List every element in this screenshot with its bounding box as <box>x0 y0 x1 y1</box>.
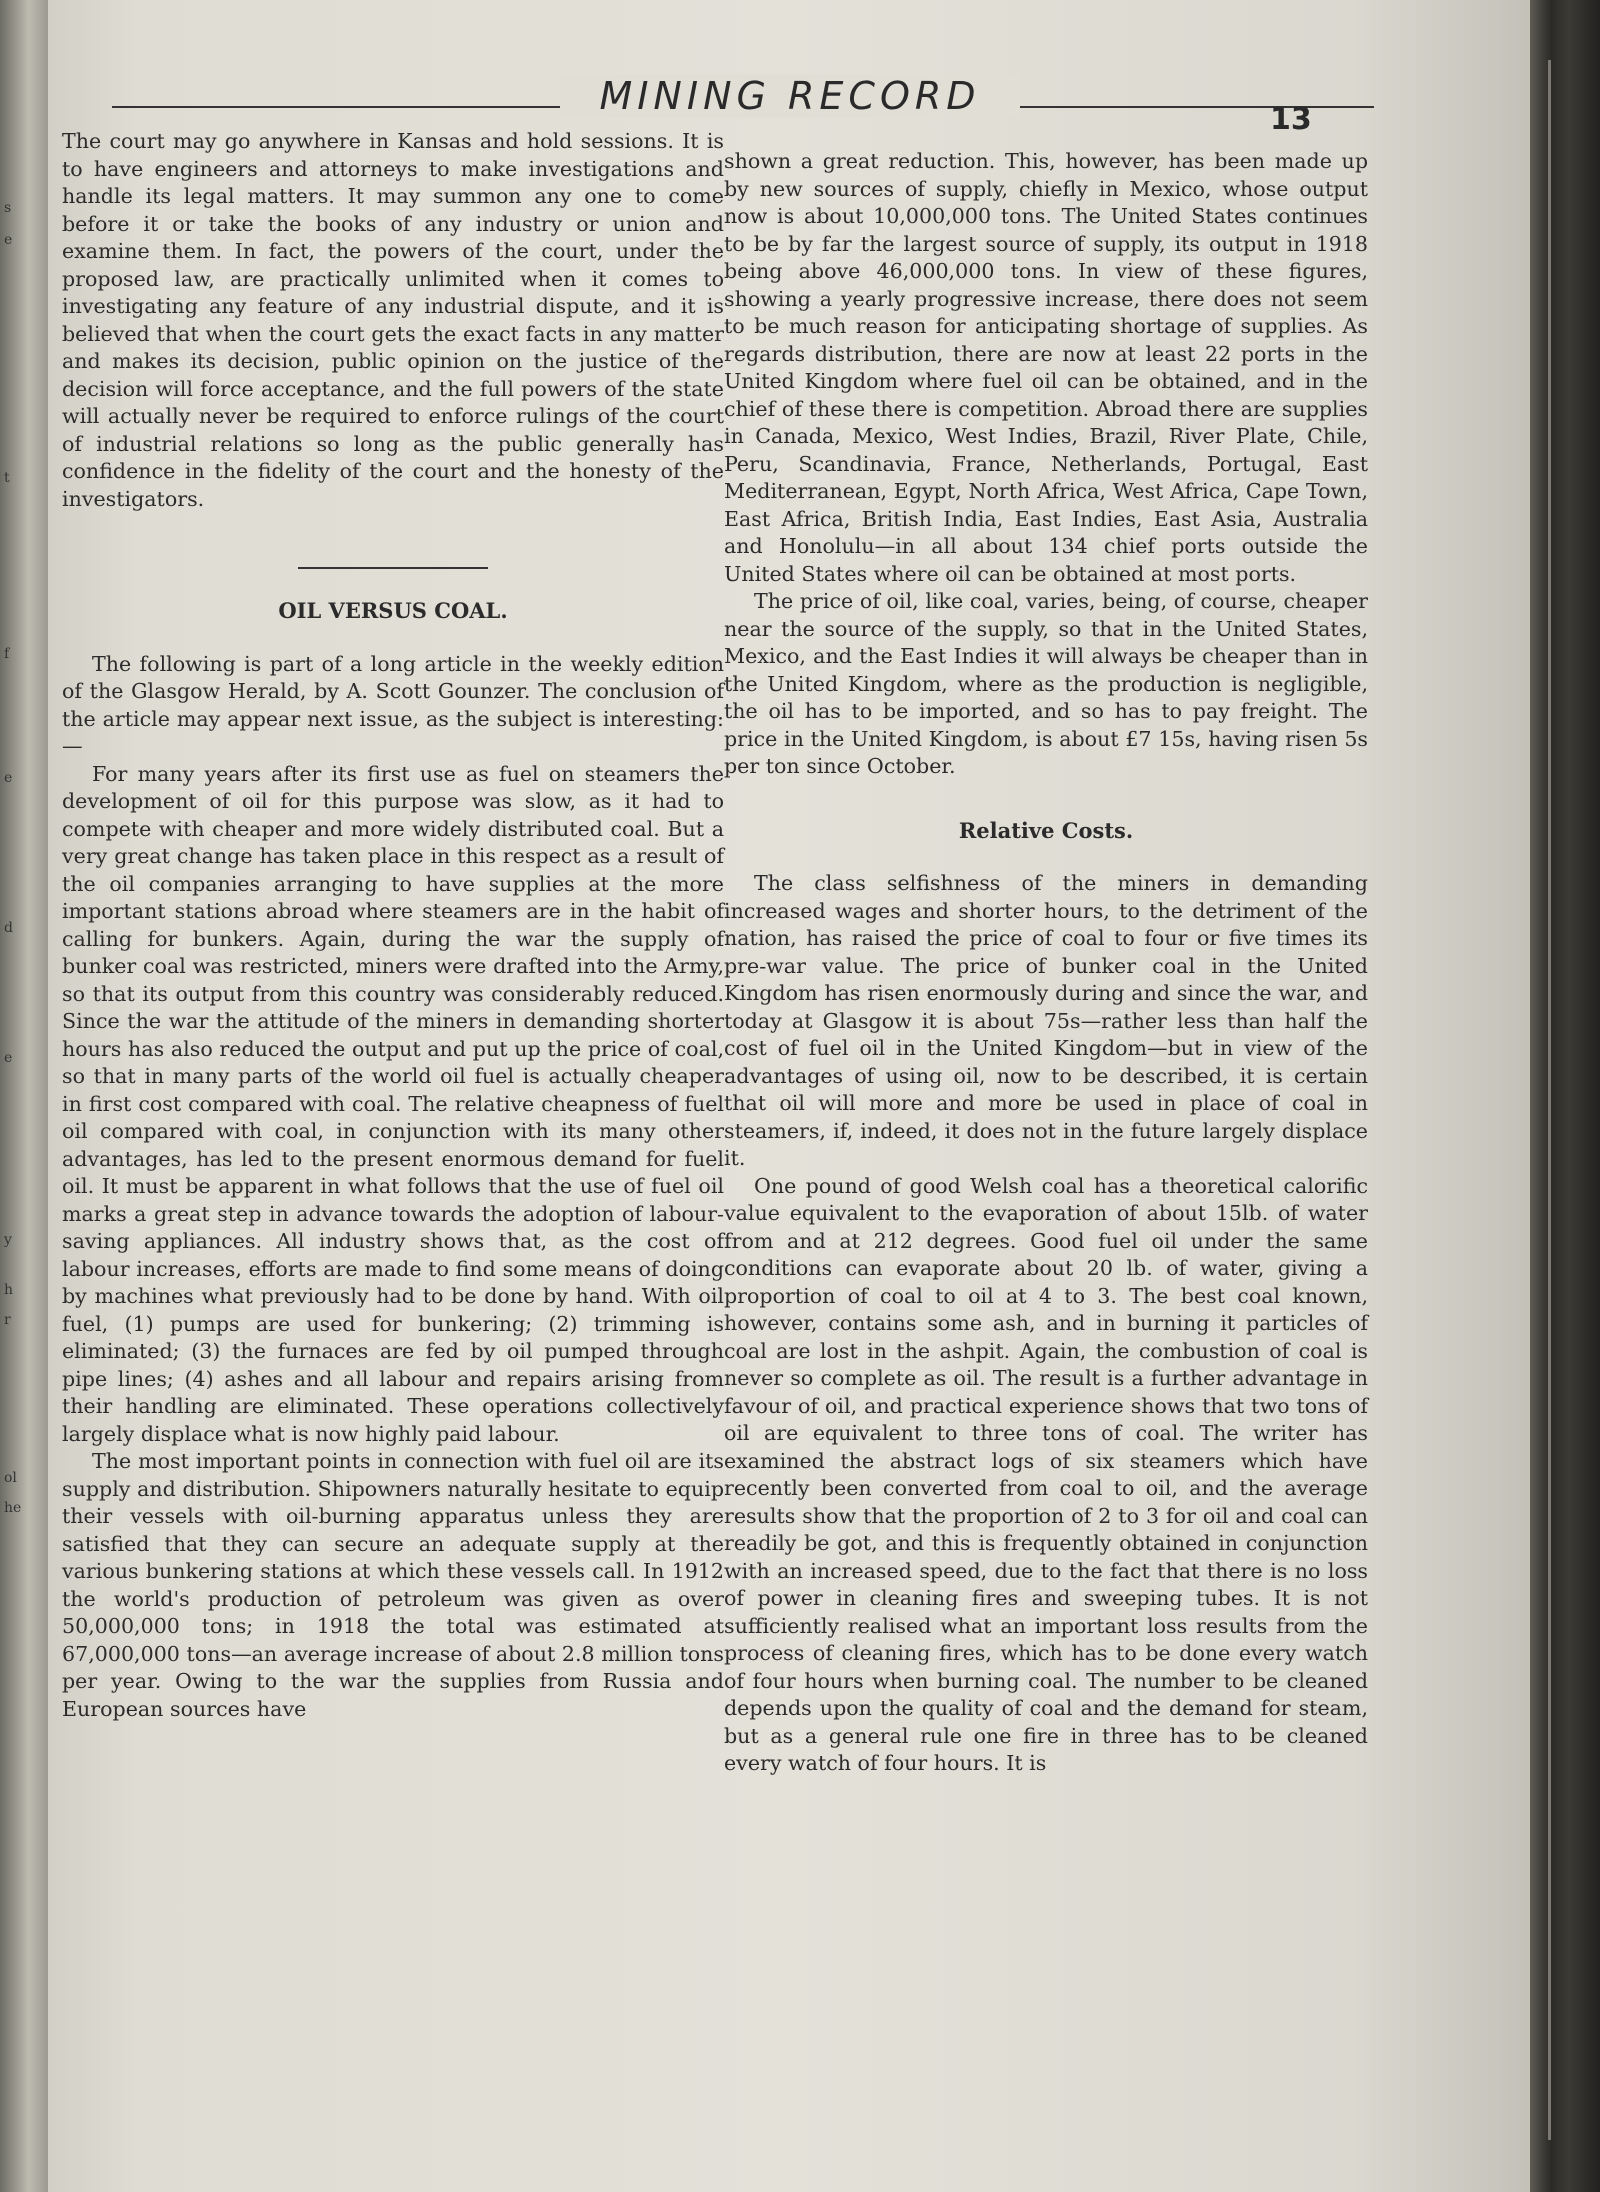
section-heading: OIL VERSUS COAL. <box>278 598 508 623</box>
margin-fragment: s <box>4 200 12 216</box>
page-number: 13 <box>1270 102 1312 137</box>
paragraph: shown a great reduction. This, however, has been made up by new sources of supply, chiefly in Mexico, whose output now is about 10,000,000 tons. The United States continues to be by far the largest source of supply, its output in 1918 being above 46,000,000 tons. In view of these figures, showing a yearly progressive increase, there does not seem to be much reason for anticipating shortage of supplies. As regards distribution, there are now at least 22 ports in the United Kingdom where fuel oil can be obtained, and in the chief of these there is competition. Abroad there are supplies in Canada, Mexico, West Indies, Brazil, River Plate, Chile, Peru, Scandinavia, France, Netherlands, Portugal, East Mediterranean, Egypt, North Africa, West Africa, Cape Town, East Africa, British India, East Indies, East Asia, Australia and Honolulu—in all about 134 chief ports outside the United States where oil can be obtained at most ports. <box>724 149 1368 586</box>
margin-fragment: d <box>4 920 13 936</box>
margin-fragment: h <box>4 1282 14 1298</box>
section-heading: Relative Costs. <box>958 817 1134 843</box>
margin-fragment: ol <box>4 1470 17 1486</box>
binding-edge <box>1548 60 1551 2140</box>
margin-fragment: e <box>4 1050 13 1066</box>
margin-fragment: y <box>4 1232 12 1248</box>
masthead: MINING RECORD <box>560 74 1020 118</box>
paragraph: For many years after its first use as fuel on steamers the development of oil for this purpose was slow, as it had to compete with cheaper and more widely distributed coal. But a very great change has taken place in this respect as a result of the oil companies arranging to have supplies at the more important stations abroad where steamers are in the habit of calling for bunkers. Again, during the war the supply of bunker coal was restricted, miners were drafted into the Army, so that its output from this country was considerably reduced. Since the war the attitude of the miners in demanding shorter hours has also reduced the output and put up the price of coal, so that in many parts of the world oil fuel is actually cheaper in first cost compared with coal. The relative cheapness of fuel oil compared with coal, in conjunction with its many other advantages, has led to the present enormous demand for fuel oil. It must be apparent in what follows that the use of fuel oil marks a great step in advance towards the adoption of labour-saving appliances. All industry shows that, as the cost of labour increases, efforts are made to find some means of doing by machines what previously had to be done by hand. With oil fuel, (1) pumps are used for bunkering; (2) trimming is eliminated; (3) the furnaces are fed by oil pumped through pipe lines; (4) ashes and all labour and repairs arising from their handling are eliminated. These operations collectively largely displace what is now highly paid labour. <box>62 761 724 1446</box>
paragraph: The class selfishness of the miners in demanding increased wages and shorter hours, to the detriment of the nation, has raised the price of coal to four or five times its pre-war value. The price of bunker coal in the United Kingdom has risen enormously during and since the war, and today at Glasgow it is about 75s—rather less than half the cost of fuel oil in the United Kingdom—but in view of the advantages of using oil, now to be described, it is certain that oil will more and more be used in place of coal in steamers, if, indeed, it does not in the future largely displace it. <box>724 871 1368 1170</box>
margin-fragment: r <box>4 1312 11 1328</box>
adjacent-page-edge <box>0 0 48 2192</box>
right-column <box>724 148 1368 1778</box>
book-binding <box>1530 0 1600 2192</box>
left-column <box>62 128 724 1723</box>
margin-fragment: e <box>4 232 13 248</box>
paragraph: The price of oil, like coal, varies, being, of course, cheaper near the source of the supply, so that in the United States, Mexico, and the East Indies it will always be cheaper than in the United Kingdom, where as the production is negligible, the oil has to be imported, and so has to pay freight. The price in the United Kingdom, is about £7 15s, having risen 5s per ton since October. <box>724 589 1368 778</box>
margin-fragment: f <box>4 646 10 662</box>
paragraph: The following is part of a long article in the weekly edition of the Glasgow Herald, by A. Scott Gounzer. The conclusion of the article may appear next issue, as the subject is interesting:— <box>62 651 724 758</box>
margin-fragment: he <box>4 1500 22 1516</box>
paragraph: One pound of good Welsh coal has a theoretical calorific value equivalent to the evaporation of about 15lb. of water from and at 212 degrees. Good fuel oil under the same conditions can evaporate about 20 lb. of water, giving a proportion of coal to oil at 4 to 3. The best coal known, however, contains some ash, and in burning it particles of coal are lost in the ashpit. Again, the combustion of coal is never so complete as oil. The result is a further advantage in favour of oil, and practical experience shows that two tons of oil are equivalent to three tons of coal. The writer has examined the abstract logs of six steamers which have recently been converted from coal to oil, and the average results show that the proportion of 2 to 3 for oil and coal can readily be got, and this is frequently obtained in conjunction with an increased speed, due to the fact that there is no loss of power in cleaning fires and sweeping tubes. It is not sufficiently realised what an important loss results from the process of cleaning fires, which has to be done every watch of four hours when burning coal. The number to be cleaned depends upon the quality of coal and the demand for steam, but as a general rule one fire in three has to be cleaned every watch of four hours. It is <box>724 1173 1368 1775</box>
margin-fragment: t <box>4 470 10 486</box>
paragraph: The most important points in connection with fuel oil are its supply and distribution. Shipowners naturally hesitate to equip their vessels with oil-burning apparatus unless they are satisfied that they can secure an adequate supply at the various bunkering stations at which these vessels call. In 1912 the world's production of petroleum was given as over 50,000,000 tons; in 1918 the total was estimated at 67,000,000 tons—an average increase of about 2.8 million tons per year. Owing to the war the supplies from Russia and European sources have <box>62 1449 724 1721</box>
section-separator <box>298 567 488 569</box>
paragraph: The court may go anywhere in Kansas and hold sessions. It is to have engineers and attorneys to make investigations and handle its legal matters. It may summon any one to come before it or take the books of any industry or union and examine them. In fact, the powers of the court, under the proposed law, are practically unlimited when it comes to investigating any feature of any industrial dispute, and it is believed that when the court gets the exact facts in any matter and makes its decision, public opinion on the justice of the decision will force acceptance, and the full powers of the state will actually never be required to enforce rulings of the court of industrial relations so long as the public generally has confidence in the fidelity of the court and the honesty of the investigators. <box>62 129 724 511</box>
margin-fragment: e <box>4 770 13 786</box>
